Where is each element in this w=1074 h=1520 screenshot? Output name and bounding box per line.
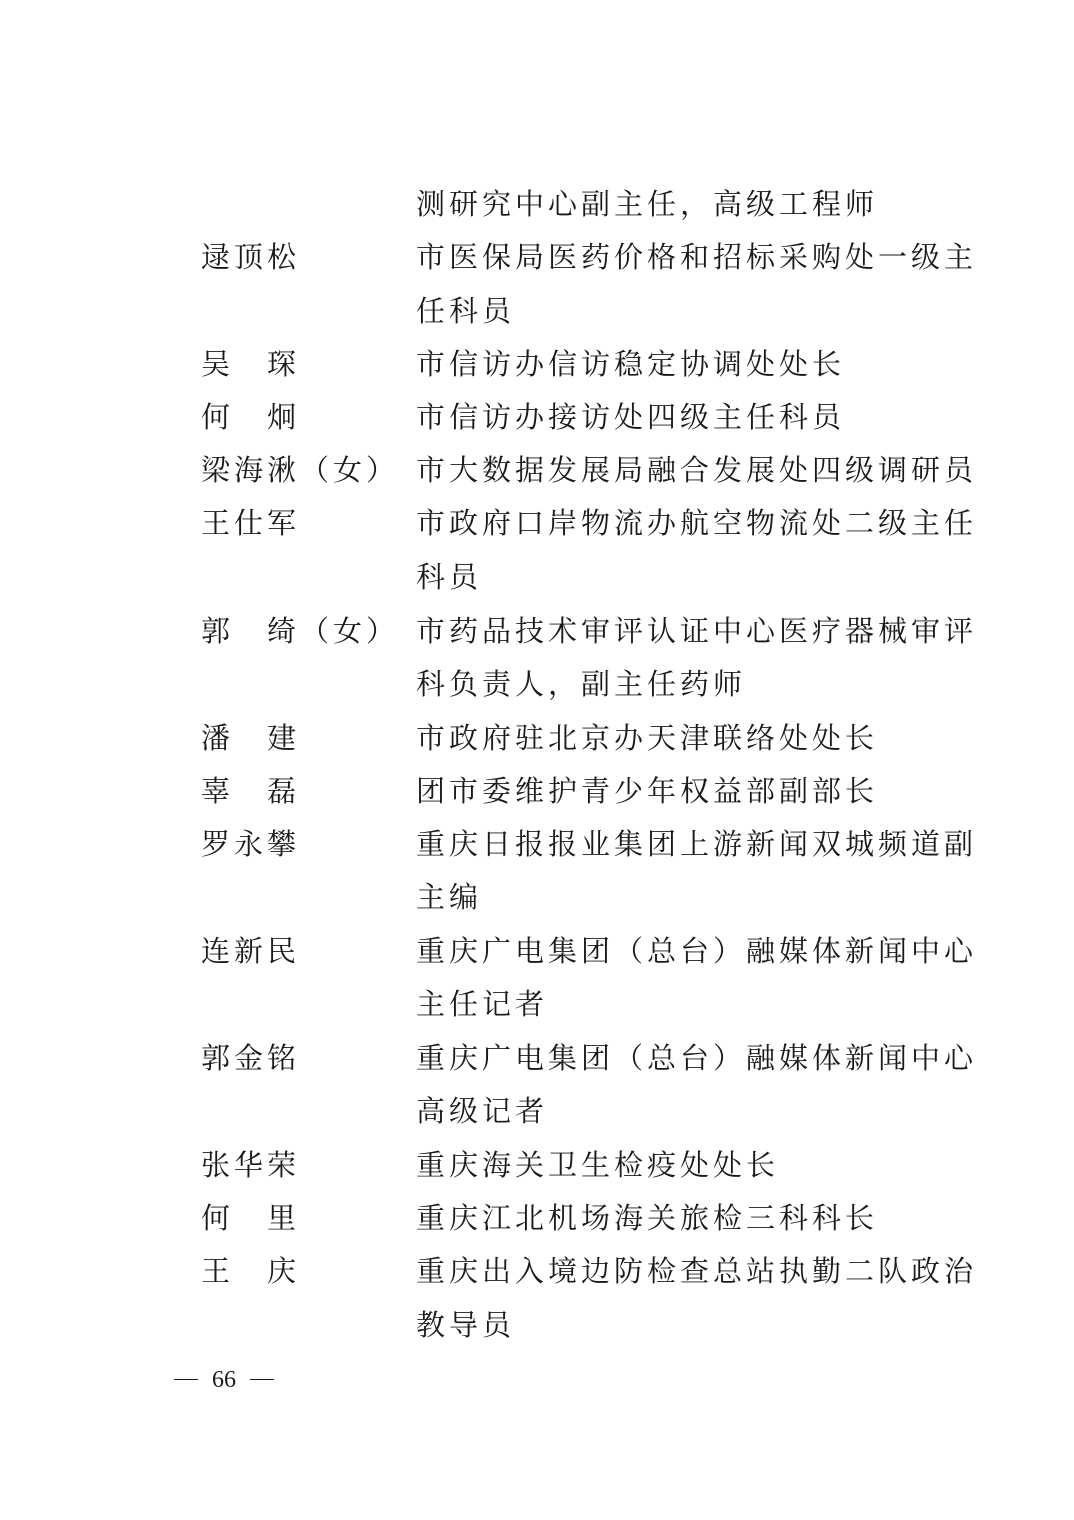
entry-title-line: 主编 <box>416 880 483 914</box>
entry-name: 何 炯 <box>201 400 301 434</box>
entry-title-line: 市医保局医药价格和招标采购处一级主 <box>416 240 978 274</box>
entry-name: 连新民 <box>201 934 301 968</box>
entry-title-line: 重庆江北机场海关旅检三科科长 <box>416 1201 879 1235</box>
page-number-text: 66 <box>212 1367 236 1393</box>
entry-title-line: 市政府口岸物流办航空物流处二级主任 <box>416 506 978 540</box>
entry-title-line: 重庆海关卫生检疫处处长 <box>416 1148 780 1182</box>
entry-name: 何 里 <box>201 1201 301 1235</box>
entry-name: 潘 建 <box>201 721 301 755</box>
entry-title-line: 重庆出入境边防检查总站执勤二队政治 <box>416 1254 978 1288</box>
entry-title-line: 重庆广电集团（总台）融媒体新闻中心 <box>416 934 978 968</box>
page-number <box>160 1360 288 1400</box>
entry-title-line: 团市委维护青少年权益部副部长 <box>416 774 879 808</box>
entry-name: 梁海湫（女） <box>201 453 400 487</box>
entry-name: 郭金铭 <box>201 1041 301 1075</box>
entry-title-line: 高级记者 <box>416 1094 549 1128</box>
entry-title-line: 重庆广电集团（总台）融媒体新闻中心 <box>416 1041 978 1075</box>
entry-title-line: 重庆日报报业集团上游新闻双城频道副 <box>416 827 978 861</box>
entry-name: 张华荣 <box>201 1148 301 1182</box>
entry-title-line: 市药品技术审评认证中心医疗器械审评 <box>416 614 978 648</box>
entry-title-line: 主任记者 <box>416 987 549 1021</box>
entry-name: 王仕军 <box>201 506 301 540</box>
entry-name: 吴 琛 <box>201 347 301 381</box>
entry-name: 辜 磊 <box>201 774 301 808</box>
entry-name: 逯顶松 <box>201 240 301 274</box>
entry-title-line: 科员 <box>416 560 483 594</box>
dash-left <box>174 1379 198 1380</box>
entry-title-line: 市大数据发展局融合发展处四级调研员 <box>416 453 978 487</box>
entry-title-line: 测研究中心副主任，高级工程师 <box>416 187 879 221</box>
entry-name: 郭 绮（女） <box>201 614 400 648</box>
entry-title-line: 任科员 <box>416 294 516 328</box>
entry-title-line: 教导员 <box>416 1308 516 1342</box>
entry-name: 罗永攀 <box>201 827 301 861</box>
entry-title-line: 市信访办信访稳定协调处处长 <box>416 347 846 381</box>
entry-title-line: 科负责人，副主任药师 <box>416 667 747 701</box>
entry-name: 王 庆 <box>201 1254 301 1288</box>
entry-title-line: 市信访办接访处四级主任科员 <box>416 400 846 434</box>
dash-right <box>250 1379 274 1380</box>
entry-title-line: 市政府驻北京办天津联络处处长 <box>416 721 879 755</box>
